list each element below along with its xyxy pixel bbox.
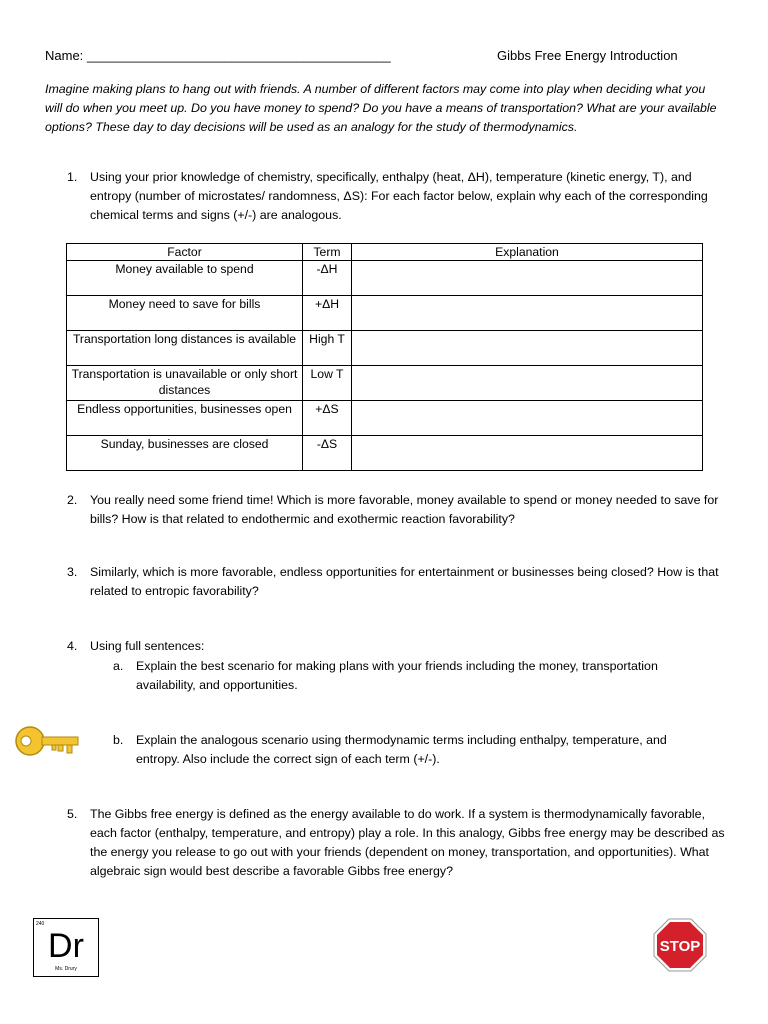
explanation-cell[interactable] bbox=[352, 401, 703, 436]
term-cell: Low T bbox=[303, 366, 352, 401]
explanation-cell[interactable] bbox=[352, 436, 703, 471]
factor-table bbox=[66, 243, 703, 471]
term-cell: -ΔS bbox=[303, 436, 352, 471]
name-field-label: Name: __________________________________________ bbox=[45, 48, 391, 63]
factor-cell: Money available to spend bbox=[67, 261, 303, 296]
factor-cell: Money need to save for bills bbox=[67, 296, 303, 331]
intro-paragraph: Imagine making plans to hang out with friends. A number of different factors may come into play when deciding what you will do when you meet up. Do you have money to spend? Do you have a means of transportation? What are your available options? These day to day decisions will be used as an analogy for the study of thermodynamics. bbox=[45, 82, 717, 134]
column-header-term: Term bbox=[303, 244, 352, 261]
question-number: 5. bbox=[67, 807, 78, 821]
table-row bbox=[67, 261, 703, 296]
atomic-number: 240 bbox=[36, 921, 45, 927]
term-cell: -ΔH bbox=[303, 261, 352, 296]
question-number: 2. bbox=[67, 493, 78, 507]
stop-sign-text: STOP bbox=[659, 938, 701, 955]
column-header-explanation: Explanation bbox=[352, 244, 703, 261]
element-symbol: Dr bbox=[48, 927, 84, 965]
key-icon bbox=[12, 721, 82, 766]
element-logo bbox=[33, 918, 99, 977]
question-number: 3. bbox=[67, 565, 78, 579]
factor-cell: Sunday, businesses are closed bbox=[67, 436, 303, 471]
table-row bbox=[67, 401, 703, 436]
table-header-row bbox=[67, 244, 703, 261]
table-row bbox=[67, 296, 703, 331]
question-number: 1. bbox=[67, 170, 78, 184]
subquestion-label: b. bbox=[113, 733, 124, 747]
question-text: The Gibbs free energy is defined as the energy available to do work. If a system is thermodynamically favorable, each factor (enthalpy, temperature, and entropy) play a role. In this analogy, Gibbs free energy may be described as the energy you release to go out with your friends (dependent on money, transportation, and opportunities). What algebraic sign would best describe a favorable Gibbs free energy? bbox=[90, 807, 725, 878]
stop-sign-icon bbox=[653, 918, 707, 977]
explanation-cell[interactable] bbox=[352, 261, 703, 296]
question-number: 4. bbox=[67, 639, 78, 653]
question-text: Similarly, which is more favorable, endless opportunities for entertainment or businesses being closed? How is that related to entropic favorability? bbox=[90, 565, 719, 598]
column-header-factor: Factor bbox=[67, 244, 303, 261]
subquestion-label: a. bbox=[113, 659, 124, 673]
term-cell: +ΔS bbox=[303, 401, 352, 436]
factor-cell: Transportation long distances is available bbox=[67, 331, 303, 366]
question-text: You really need some friend time! Which is more favorable, money available to spend or money needed to save for bills? How is that related to endothermic and exothermic reaction favorability? bbox=[90, 493, 719, 526]
explanation-cell[interactable] bbox=[352, 296, 703, 331]
question-text: Using full sentences: bbox=[90, 639, 205, 653]
term-cell: High T bbox=[303, 331, 352, 366]
page-title: Gibbs Free Energy Introduction bbox=[497, 48, 678, 63]
table-row bbox=[67, 436, 703, 471]
table-row bbox=[67, 366, 703, 401]
explanation-cell[interactable] bbox=[352, 366, 703, 401]
question-text: Using your prior knowledge of chemistry, specifically, enthalpy (heat, ΔH), temperature (kinetic energy, T), and entropy (number of microstates/ randomness, ΔS): For each factor below, explain why each of the corresponding chemical terms and signs (+/-) are analogous. bbox=[90, 170, 708, 222]
term-cell: +ΔH bbox=[303, 296, 352, 331]
table-row bbox=[67, 331, 703, 366]
explanation-cell[interactable] bbox=[352, 331, 703, 366]
subquestion-text: Explain the analogous scenario using thermodynamic terms including enthalpy, temperature, and entropy. Also include the correct sign of each term (+/-). bbox=[136, 733, 667, 766]
factor-cell: Transportation is unavailable or only short distances bbox=[67, 366, 303, 401]
factor-cell: Endless opportunities, businesses open bbox=[67, 401, 303, 436]
subquestion-text: Explain the best scenario for making plans with your friends including the money, transportation availability, and opportunities. bbox=[136, 659, 658, 692]
element-name: Ms. Drury bbox=[55, 966, 77, 972]
